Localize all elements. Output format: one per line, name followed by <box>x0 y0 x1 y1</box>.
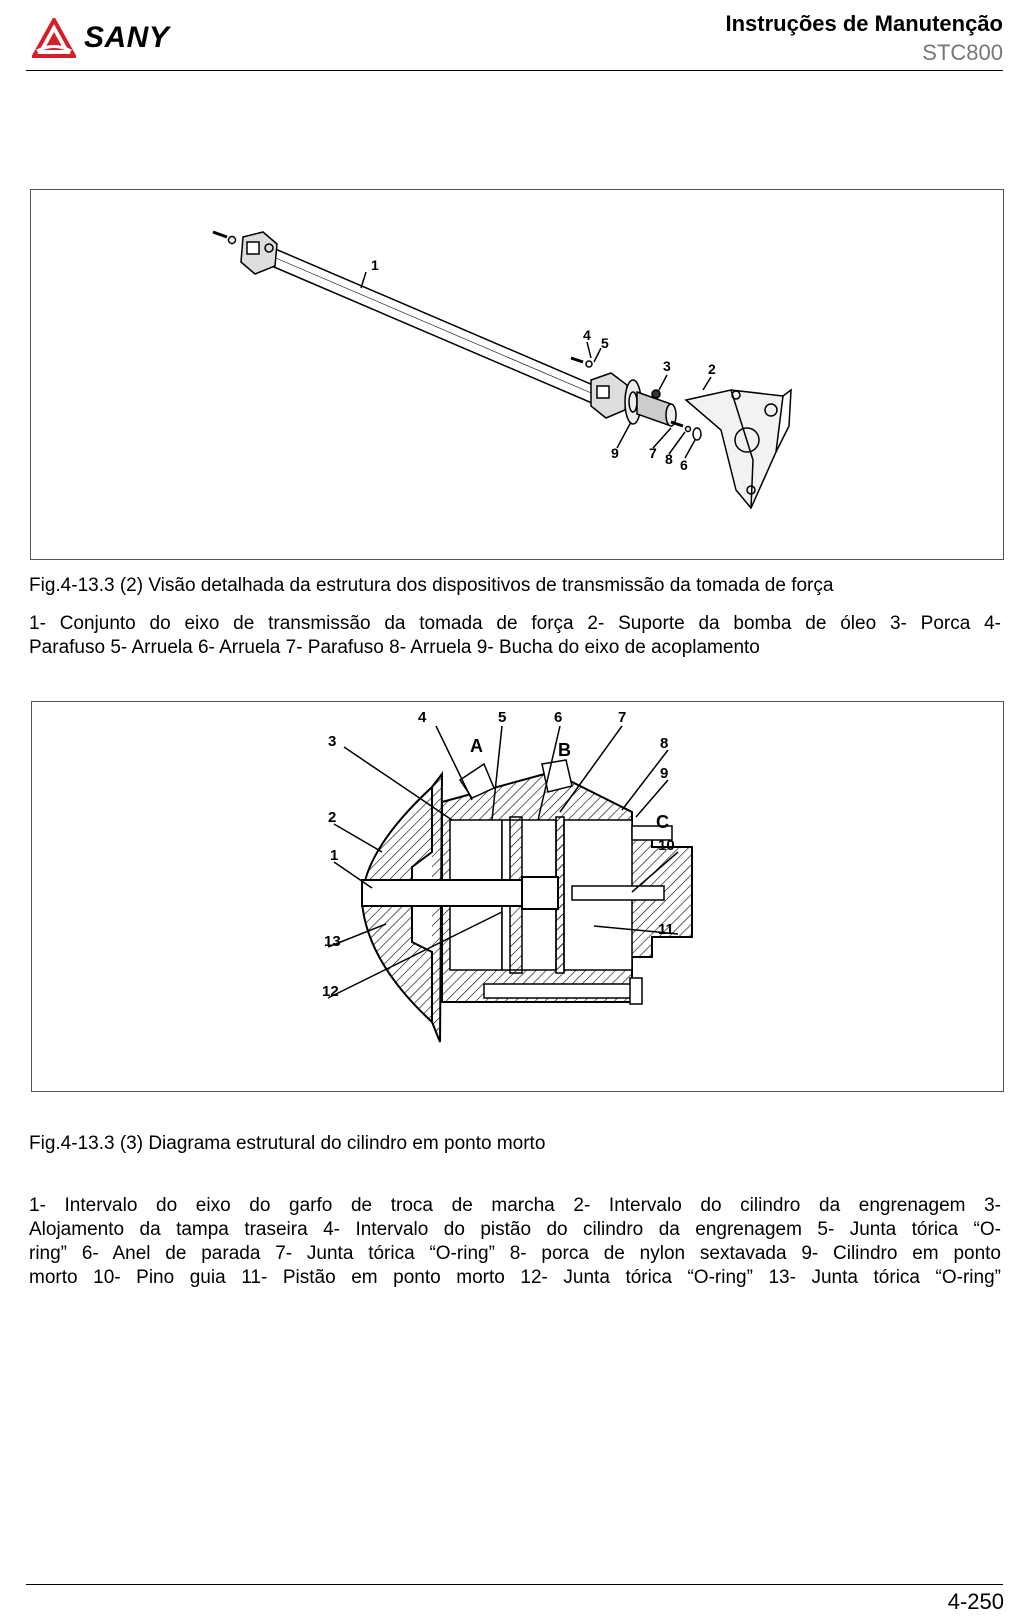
page-number: 4-250 <box>947 1589 1004 1614</box>
fig2-label-13: 13 <box>324 933 341 950</box>
fig2-label-2: 2 <box>328 809 337 826</box>
figure2-legend-line-2: Alojamento da tampa traseira 4- Intervalo do pistão do cilindro da engrenagem 5- Junta tórica “O- <box>29 1219 1001 1240</box>
figure1-legend-line-2: Parafuso 5- Arruela 6- Arruela 7- Parafuso 8- Arruela 9- Bucha do eixo de acoplamento <box>29 637 760 658</box>
figure-exploded-view <box>30 189 1004 560</box>
fig2-label-6: 6 <box>554 709 563 726</box>
fig1-label-7: 7 <box>649 445 657 461</box>
fig1-label-3: 3 <box>663 358 671 374</box>
fig2-label-3: 3 <box>328 733 337 750</box>
footer-divider <box>26 1584 1003 1585</box>
brand-name: SANY <box>84 21 170 54</box>
fig1-label-9: 9 <box>611 445 619 461</box>
sany-logo-icon <box>32 18 76 58</box>
fig1-label-8: 8 <box>665 451 673 467</box>
figure2-legend-line-4: morto 10- Pino guia 11- Pistão em ponto morto 12- Junta tórica “O-ring” 13- Junta tórica “O-ring” <box>29 1267 1001 1288</box>
page-header <box>26 0 1003 71</box>
figure2-caption: Fig.4-13.3 (3) Diagrama estrutural do cilindro em ponto morto <box>29 1133 546 1154</box>
document-title: Instruções de Manutenção <box>725 11 1003 36</box>
fig2-label-5: 5 <box>498 709 507 726</box>
figure2-legend-line-3: ring” 6- Anel de parada 7- Junta tórica “O-ring” 8- porca de nylon sextavada 9- Cilindro em ponto <box>29 1243 1001 1264</box>
fig2-label-7: 7 <box>618 709 627 726</box>
fig2-label-C: C <box>656 812 669 832</box>
fig1-label-4: 4 <box>583 327 591 343</box>
sany-logo <box>32 18 169 58</box>
fig2-label-A: A <box>470 736 483 756</box>
fig1-label-5: 5 <box>601 335 609 351</box>
fig2-label-12: 12 <box>322 983 339 1000</box>
fig2-label-9: 9 <box>660 765 669 782</box>
fig2-label-11: 11 <box>658 921 674 938</box>
fig1-label-1: 1 <box>371 257 379 273</box>
figure2-legend-line-1: 1- Intervalo do eixo do garfo de troca de marcha 2- Intervalo do cilindro da engrenagem 3- <box>29 1195 1001 1216</box>
fig2-label-B: B <box>558 740 571 760</box>
figure-cylinder-section <box>31 701 1004 1092</box>
cylinder-section-drawing <box>32 702 1003 1091</box>
pto-shaft-drawing <box>31 190 1003 559</box>
fig2-label-8: 8 <box>660 735 669 752</box>
figure1-legend-line-1: 1- Conjunto do eixo de transmissão da tomada de força 2- Suporte da bomba de óleo 3- Porca 4- <box>29 613 1001 634</box>
fig1-label-2: 2 <box>708 361 716 377</box>
fig2-label-10: 10 <box>658 837 675 854</box>
model-name: STC800 <box>922 40 1003 65</box>
fig1-label-6: 6 <box>680 457 688 473</box>
fig2-label-1: 1 <box>330 847 339 864</box>
fig2-label-4: 4 <box>418 709 427 726</box>
figure1-caption: Fig.4-13.3 (2) Visão detalhada da estrutura dos dispositivos de transmissão da tomada de força <box>29 575 834 596</box>
